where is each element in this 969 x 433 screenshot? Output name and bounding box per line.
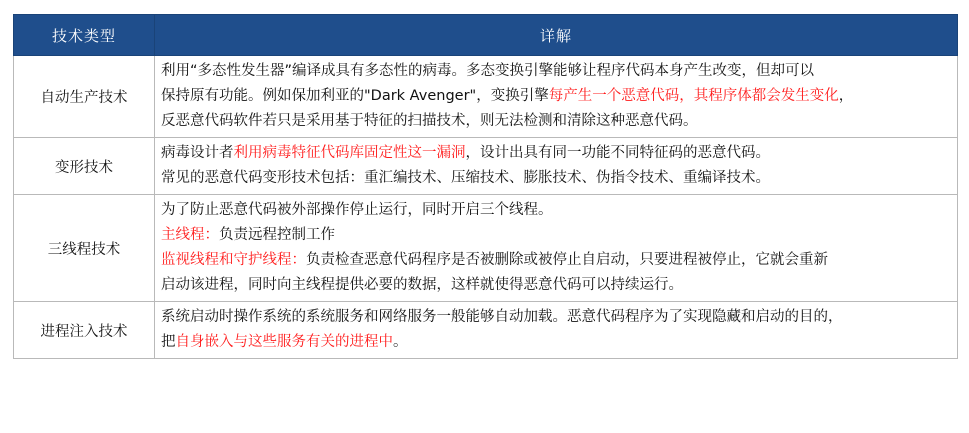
- table-row: [14, 302, 958, 359]
- technique-detail-cell: [155, 195, 958, 302]
- detail-line: [161, 198, 951, 223]
- detail-text: 为了防止恶意代码被外部操作停止运行，同时开启三个线程。: [161, 202, 553, 218]
- detail-text: 反恶意代码软件若只是采用基于特征的扫描技术，则无法检测和清除这种恶意代码。: [161, 113, 698, 129]
- technique-detail-cell: [155, 56, 958, 138]
- header-detail: 详解: [155, 15, 958, 56]
- header-type: 技术类型: [14, 15, 155, 56]
- table-header-row: [14, 15, 958, 56]
- detail-text: 。: [393, 334, 408, 350]
- detail-text: 系统启动时操作系统的系统服务和网络服务一般能够自动加载。恶意代码程序为了实现隐藏和启动的目的，: [161, 309, 843, 325]
- detail-text: 利用“多态性发生器”编译成具有多态性的病毒。多态变换引擎能够让程序代码本身产生改变，但却可以: [161, 63, 815, 79]
- detail-text: 保持原有功能。例如保加利亚的"Dark Avenger"，变换引擎: [161, 88, 549, 104]
- technique-type-cell: 进程注入技术: [14, 302, 155, 359]
- detail-line: [161, 166, 951, 191]
- detail-line: [161, 84, 951, 109]
- table-row: [14, 56, 958, 138]
- table-body: [14, 56, 958, 359]
- detail-line: [161, 330, 951, 355]
- detail-text: 病毒设计者: [161, 145, 234, 161]
- detail-text: 启动该进程，同时向主线程提供必要的数据，这样就使得恶意代码可以持续运行。: [161, 277, 683, 293]
- technique-detail-cell: [155, 138, 958, 195]
- highlighted-text: 主线程：: [161, 227, 219, 243]
- detail-line: [161, 248, 951, 273]
- technique-type-cell: 三线程技术: [14, 195, 155, 302]
- detail-text: 常见的恶意代码变形技术包括：重汇编技术、压缩技术、膨胀技术、伪指令技术、重编译技术。: [161, 170, 770, 186]
- detail-line: [161, 223, 951, 248]
- detail-text: ，设计出具有同一功能不同特征码的恶意代码。: [465, 145, 770, 161]
- detail-line: [161, 59, 951, 84]
- table-row: [14, 138, 958, 195]
- table-row: [14, 195, 958, 302]
- technique-type-cell: 变形技术: [14, 138, 155, 195]
- detail-line: [161, 305, 951, 330]
- technique-detail-cell: [155, 302, 958, 359]
- highlighted-text: 自身嵌入与这些服务有关的进程中: [175, 334, 393, 350]
- technique-type-cell: 自动生产技术: [14, 56, 155, 138]
- detail-text: ，: [838, 88, 854, 104]
- highlighted-text: 利用病毒特征代码库固定性这一漏洞: [233, 145, 466, 161]
- technique-table: [13, 14, 958, 359]
- detail-text: 把: [161, 334, 176, 350]
- detail-line: [161, 141, 951, 166]
- table-container: [13, 14, 957, 359]
- detail-line: [161, 273, 951, 298]
- highlighted-text: 每产生一个恶意代码，其程序体都会发生变化: [548, 88, 839, 104]
- highlighted-text: 监视线程和守护线程：: [161, 252, 306, 268]
- detail-text: 负责检查恶意代码程序是否被删除或被停止自启动，只要进程被停止，它就会重新: [306, 252, 828, 268]
- detail-line: [161, 109, 951, 134]
- detail-text: 负责远程控制工作: [219, 227, 335, 243]
